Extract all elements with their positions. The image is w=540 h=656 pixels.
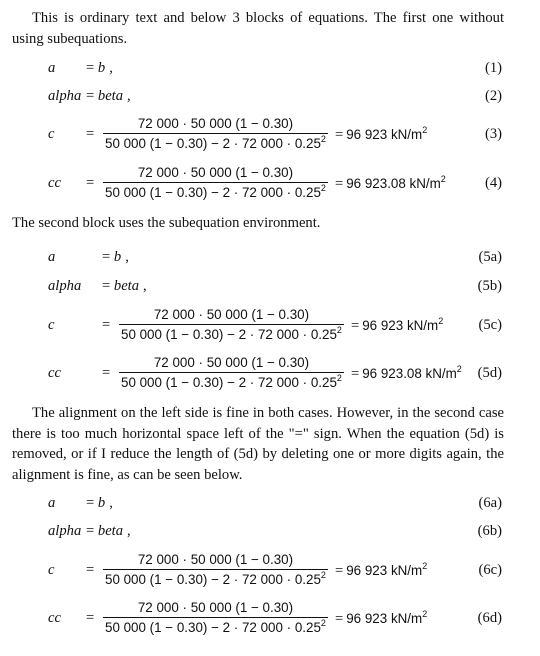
eq-sign: =: [86, 610, 95, 626]
result-value: = 96 923.08 $kN/m^2$: [335, 174, 446, 192]
intro-paragraph: This is ordinary text and below 3 blocks of equations. The first one without using subequations.: [12, 10, 504, 47]
result-value: = 96 923.08 $kN/m^2$: [351, 364, 462, 382]
eq-lhs: cc: [48, 610, 61, 626]
result-value: = 96 923 $kN/m^2$: [335, 125, 428, 143]
eq-sign: =: [102, 365, 111, 381]
fraction-numerator: 72 000 · 50 000 (1 − 0.30): [137, 600, 294, 615]
fraction: [119, 306, 344, 343]
fraction-numerator: 72 000 · 50 000 (1 − 0.30): [137, 552, 294, 567]
result-value: = 96 923 $kN/m^2$: [335, 561, 428, 579]
fraction-numerator: 72 000 · 50 000 (1 − 0.30): [153, 355, 310, 370]
eq-rhs: = b ,: [86, 495, 113, 511]
equation-number: (1): [484, 60, 502, 76]
eq-rhs: = b ,: [102, 249, 129, 265]
eq-lhs: a: [48, 495, 56, 511]
equation-number: (6b): [477, 523, 502, 539]
eq-lhs: alpha: [48, 88, 82, 104]
result-value: = 96 923 $kN/m^2$: [335, 609, 428, 627]
eq-lhs: c: [48, 126, 55, 142]
equation-number: (5c): [478, 317, 502, 333]
eq-lhs: cc: [48, 175, 61, 191]
second-paragraph: The second block uses the subequation environment.: [12, 215, 321, 231]
result-value: = 96 923 $kN/m^2$: [351, 316, 444, 334]
fraction-denominator: 50 000 (1 − 0.30) − 2 · 72 $000 \cdot 0.25^2$: [121, 373, 342, 390]
fraction-denominator: 50 000 (1 − 0.30) − 2 · 72 $000 \cdot 0.25^2$: [105, 134, 326, 151]
eq-lhs: a: [48, 249, 56, 265]
equation-number: (5b): [477, 278, 502, 294]
fraction-denominator: 50 000 (1 − 0.30) − 2 · 72 $000 \cdot 0.25^2$: [121, 325, 342, 342]
fraction: [103, 551, 328, 588]
equation-number: (6a): [478, 495, 502, 511]
eq-lhs: cc: [48, 365, 61, 381]
eq-sign: =: [86, 562, 95, 578]
fraction: [103, 115, 328, 152]
fraction-denominator: 50 000 (1 − 0.30) − 2 · 72 $000 \cdot 0.25^2$: [105, 183, 326, 200]
eq-sign: =: [102, 317, 111, 333]
eq-rhs: = beta ,: [102, 278, 147, 294]
fraction: [103, 599, 328, 636]
equation-number: (5a): [478, 249, 502, 265]
eq-rhs: = b ,: [86, 60, 113, 76]
eq-lhs: c: [48, 317, 55, 333]
fraction-denominator: 50 000 (1 − 0.30) − 2 · 72 $000 \cdot 0.25^2$: [105, 618, 326, 635]
eq-sign: =: [86, 126, 95, 142]
fraction-numerator: 72 000 · 50 000 (1 − 0.30): [137, 165, 294, 180]
eq-sign: =: [86, 175, 95, 191]
equation-number: (3): [484, 126, 502, 142]
fraction-numerator: 72 000 · 50 000 (1 − 0.30): [137, 116, 294, 131]
fraction-denominator: 50 000 (1 − 0.30) − 2 · 72 $000 \cdot 0.25^2$: [105, 570, 326, 587]
equation-number: (6c): [478, 562, 502, 578]
eq-rhs: = beta ,: [86, 88, 131, 104]
equation-number: (5d): [477, 365, 502, 381]
fraction-numerator: 72 000 · 50 000 (1 − 0.30): [153, 307, 310, 322]
equation-number: (2): [484, 88, 502, 104]
fraction: [103, 164, 328, 201]
third-paragraph: The alignment on the left side is fine in both cases. However, in the second case there is too much horizontal space left of the "=" sign. When the equation (5d) is removed, or if I reduce the length of (5d) by deleting one or more digits again, the alignment is fine, as can be seen below.: [12, 405, 504, 483]
equation-number: (6d): [477, 610, 502, 626]
eq-lhs: c: [48, 562, 55, 578]
fraction: [119, 354, 344, 391]
equation-number: (4): [484, 175, 502, 191]
eq-lhs: a: [48, 60, 56, 76]
eq-lhs: alpha: [48, 278, 82, 294]
eq-lhs: alpha: [48, 523, 82, 539]
eq-rhs: = beta ,: [86, 523, 131, 539]
